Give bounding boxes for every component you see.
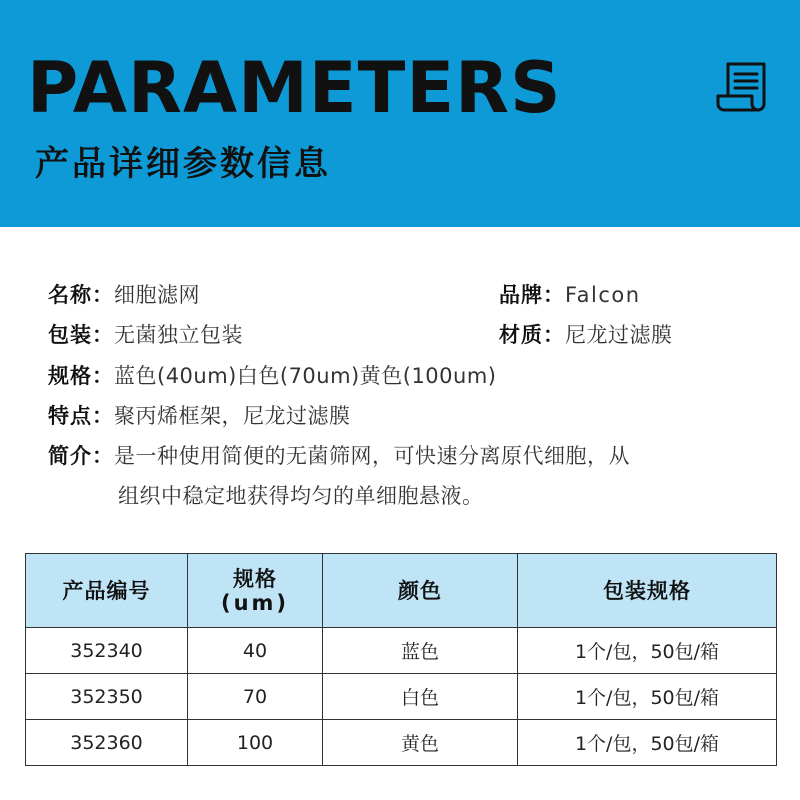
name-value: 细胞滤网 bbox=[114, 283, 200, 307]
brand-label: 品牌： bbox=[499, 283, 565, 307]
intro-line-2: 组织中稳定地获得均匀的单细胞悬液。 bbox=[118, 484, 484, 508]
header-color: 颜色 bbox=[323, 554, 518, 628]
header-banner bbox=[0, 0, 800, 227]
cell-product-no: 352340 bbox=[26, 628, 188, 674]
table-row bbox=[26, 628, 777, 674]
material-label: 材质： bbox=[499, 323, 565, 347]
feature-label: 特点： bbox=[48, 404, 114, 428]
intro-line-1: 是一种使用简便的无菌筛网，可快速分离原代细胞，从 bbox=[114, 444, 630, 468]
header-product-no: 产品编号 bbox=[26, 554, 188, 628]
info-row-brand bbox=[499, 278, 641, 312]
cell-color: 黄色 bbox=[323, 720, 518, 766]
name-label: 名称： bbox=[48, 283, 114, 307]
table-row bbox=[26, 674, 777, 720]
brand-value: Falcon bbox=[565, 283, 641, 307]
cell-packaging: 1个/包，50包/箱 bbox=[518, 720, 777, 766]
spec-table bbox=[25, 553, 777, 766]
cell-spec: 40 bbox=[188, 628, 323, 674]
material-value: 尼龙过滤膜 bbox=[565, 323, 673, 347]
cell-color: 白色 bbox=[323, 674, 518, 720]
info-row-material bbox=[499, 318, 673, 352]
info-row-name bbox=[48, 278, 200, 312]
cell-product-no: 352350 bbox=[26, 674, 188, 720]
header-spec bbox=[188, 554, 323, 628]
table-header-row bbox=[26, 554, 777, 628]
page-title: PARAMETERS bbox=[27, 47, 562, 129]
info-row-intro bbox=[48, 439, 630, 473]
cell-spec: 70 bbox=[188, 674, 323, 720]
spec-value: 蓝色(40um)白色(70um)黄色(100um) bbox=[114, 364, 497, 388]
header-packaging: 包装规格 bbox=[518, 554, 777, 628]
header-spec-line-2: (um) bbox=[220, 590, 290, 615]
header-spec-line-1: 规格 bbox=[233, 566, 277, 591]
spec-label: 规格： bbox=[48, 364, 114, 388]
intro-label: 简介： bbox=[48, 444, 114, 468]
cell-spec: 100 bbox=[188, 720, 323, 766]
page-subtitle: 产品详细参数信息 bbox=[35, 144, 331, 184]
document-icon bbox=[714, 58, 770, 114]
info-row-spec bbox=[48, 359, 496, 393]
feature-value: 聚丙烯框架，尼龙过滤膜 bbox=[114, 404, 351, 428]
cell-packaging: 1个/包，50包/箱 bbox=[518, 628, 777, 674]
package-label: 包装： bbox=[48, 323, 114, 347]
info-row-package bbox=[48, 318, 243, 352]
table-row bbox=[26, 720, 777, 766]
cell-packaging: 1个/包，50包/箱 bbox=[518, 674, 777, 720]
package-value: 无菌独立包装 bbox=[114, 323, 243, 347]
info-row-feature bbox=[48, 399, 351, 433]
cell-color: 蓝色 bbox=[323, 628, 518, 674]
cell-product-no: 352360 bbox=[26, 720, 188, 766]
